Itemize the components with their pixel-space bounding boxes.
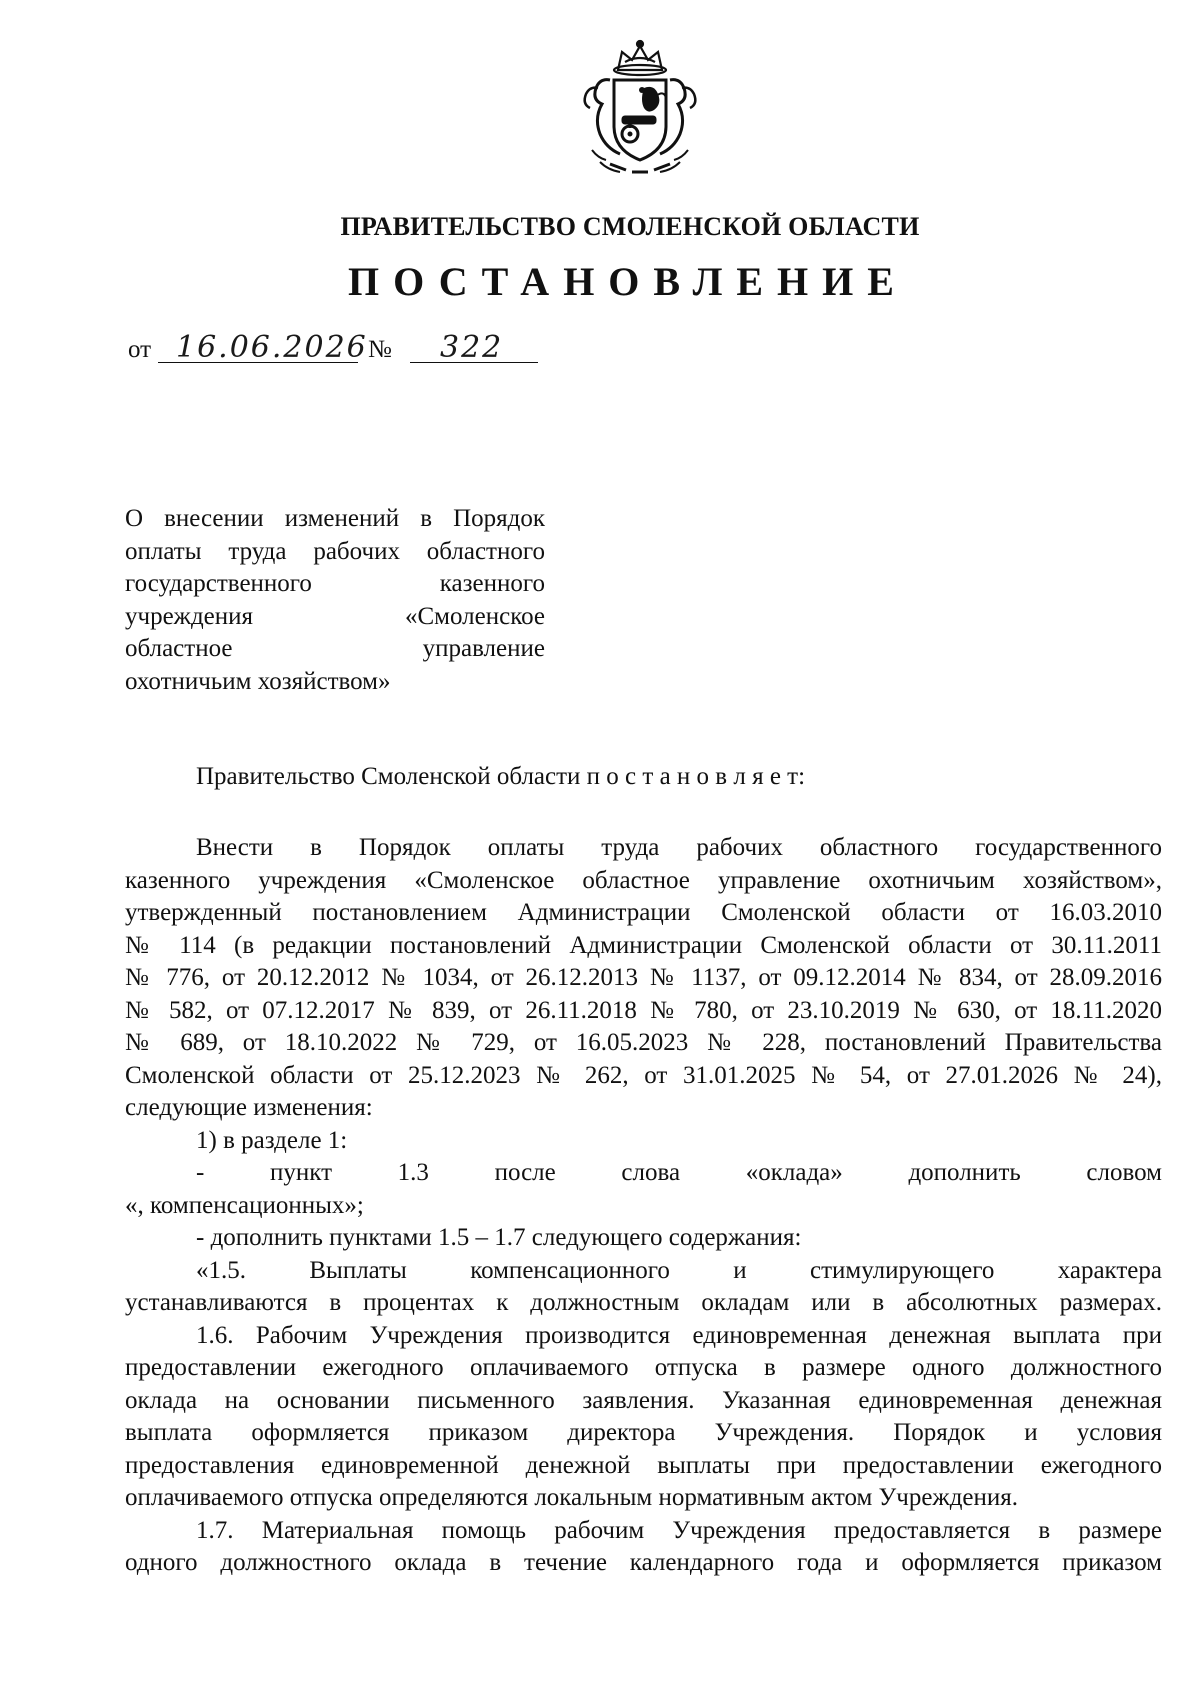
number-label: № [368, 336, 392, 363]
body-line: казенного учреждения «Смоленское областное управление охотничьим хозяйством», [125, 866, 1162, 894]
organization-title: ПРАВИТЕЛЬСТВО СМОЛЕНСКОЙ ОБЛАСТИ [340, 212, 920, 241]
body-line: выплата оформляется приказом директора Учреждения. Порядок и условия [125, 1419, 1162, 1446]
subject-line: государственного казенного [125, 570, 545, 597]
body-line: № 776, от 20.12.2012 № 1034, от 26.12.2013 № 1137, от 09.12.2014 № 834, от 28.09.2016 [125, 964, 1162, 991]
body-line: предоставлении ежегодного оплачиваемого отпуска в размере одного должностного [125, 1354, 1162, 1381]
body-line: 1) в разделе 1: [196, 1126, 348, 1154]
body-line: «1.5. Выплаты компенсационного и стимулирующего характера [196, 1256, 1162, 1284]
body-line: 1.6. Рабочим Учреждения производится единовременная денежная выплата при [196, 1321, 1162, 1349]
body-line: оплачиваемого отпуска определяются локальным нормативным актом Учреждения. [125, 1484, 1019, 1511]
body-line: оклада на основании письменного заявления. Указанная единовременная денежная [125, 1386, 1162, 1414]
body-line: устанавливаются в процентах к должностным окладам или в абсолютных размерах. [125, 1289, 1162, 1316]
body-line: № 689, от 18.10.2022 № 729, от 16.05.2023 № 228, постановлений Правительства [125, 1029, 1162, 1056]
subject-line: оплаты труда рабочих областного [125, 537, 545, 565]
subject-line: охотничьим хозяйством» [125, 667, 391, 695]
subject-line: областное управление [125, 635, 545, 662]
body-line: № 114 (в редакции постановлений Администрации Смоленской области от 30.11.2011 [125, 931, 1162, 959]
body-line: следующие изменения: [125, 1094, 373, 1121]
body-line: одного должностного оклада в течение календарного года и оформляется приказом [125, 1549, 1162, 1576]
document-type-title: ПОСТАНОВЛЕНИЕ [348, 259, 908, 304]
document-subject [125, 503, 545, 698]
document-body [125, 832, 1162, 1580]
subject-line: учреждения «Смоленское [125, 602, 545, 630]
coat-of-arms-emblem [570, 38, 710, 188]
body-line: предоставления единовременной денежной выплаты при предоставлении ежегодного [125, 1451, 1162, 1479]
body-line: № 582, от 07.12.2017 № 839, от 26.11.2018 № 780, от 23.10.2019 № 630, от 18.11.2020 [125, 996, 1162, 1024]
body-line: Внести в Порядок оплаты труда рабочих областного государственного [196, 834, 1162, 861]
subject-line: О внесении изменений в Порядок [125, 505, 545, 532]
body-line: - дополнить пунктами 1.5 – 1.7 следующего содержания: [196, 1224, 802, 1251]
body-line: 1.7. Материальная помощь рабочим Учреждения предоставляется в размере [196, 1516, 1162, 1544]
body-line: утвержденный постановлением Администрации Смоленской области от 16.03.2010 [125, 899, 1162, 926]
decree-statement: Правительство Смоленской области п о с т а н о в л я е т: [196, 763, 806, 790]
date-label: от [128, 336, 152, 363]
body-line: - пункт 1.3 после слова «оклада» дополнить словом [196, 1159, 1162, 1186]
date-value: 16.06.2026 [158, 330, 358, 363]
body-line: «, компенсационных»; [125, 1191, 364, 1219]
number-value: 322 [410, 330, 538, 363]
body-line: Смоленской области от 25.12.2023 № 262, от 31.01.2025 № 54, от 27.01.2026 № 24), [125, 1061, 1162, 1089]
